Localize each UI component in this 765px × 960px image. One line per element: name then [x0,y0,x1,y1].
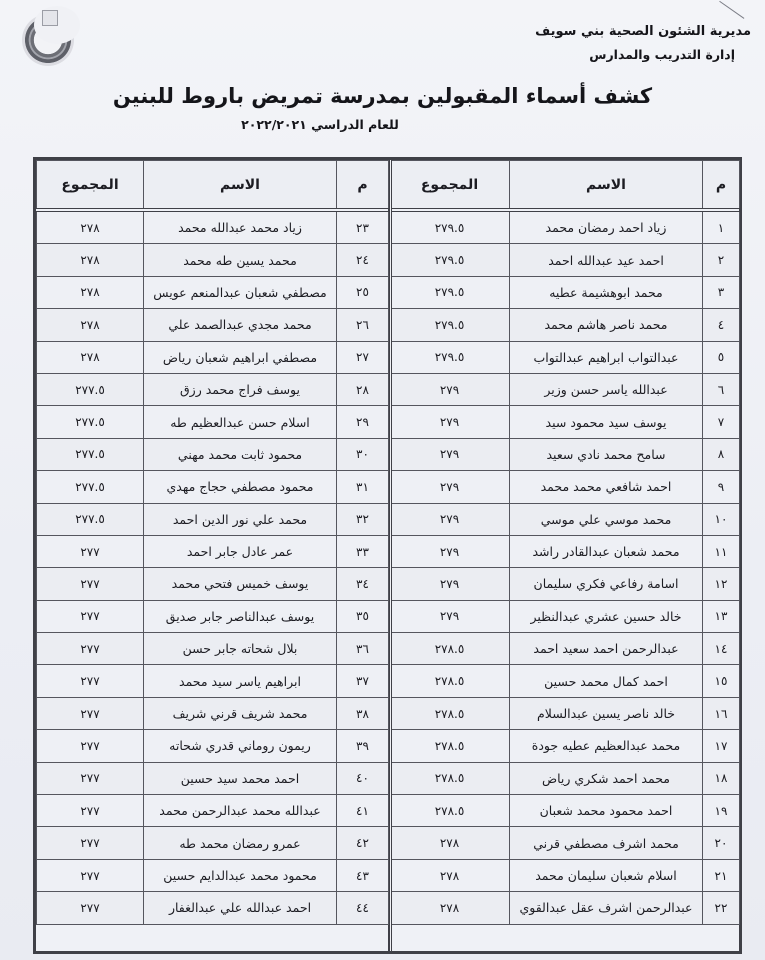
student-total: ٢٧٨.٥ [390,697,510,729]
student-name: سامح محمد نادي سعيد [510,438,703,470]
table-row [37,535,389,567]
table-row [37,762,389,794]
table-row [390,600,740,632]
row-index: ١٣ [703,600,740,632]
row-index: ١٠ [703,503,740,535]
table-row [37,795,389,827]
column-header-total: المجموع [37,161,144,211]
row-index: ٣١ [337,471,389,503]
student-total: ٢٧٩.٥ [390,341,510,373]
table-left-half [36,160,388,951]
student-name: مصطفي شعبان عبدالمنعم عويس [144,276,337,308]
table-row [390,276,740,308]
row-index: ٣٩ [337,730,389,762]
student-name: محمد عبدالعظيم عطيه جودة [510,730,703,762]
student-total: ٢٧٩ [390,535,510,567]
row-index: ١٨ [703,762,740,794]
student-total: ٢٧٧ [37,730,144,762]
student-total: ٢٧٩.٥ [390,309,510,341]
student-total: ٢٧٨ [37,244,144,276]
row-index: ٢٦ [337,309,389,341]
student-total: ٢٧٧ [37,535,144,567]
table-row [37,892,389,924]
row-index: ٣٤ [337,568,389,600]
table-row [37,503,389,535]
table-row [390,503,740,535]
student-total: ٢٧٨ [390,892,510,924]
row-index: ٧ [703,406,740,438]
table-row [37,633,389,665]
table-row [390,244,740,276]
column-header-name: الاسم [144,161,337,211]
table-row [37,600,389,632]
student-total: ٢٧٨ [37,276,144,308]
table-row [390,210,740,244]
table-row [37,276,389,308]
row-index: ١١ [703,535,740,567]
student-name: محمد ناصر هاشم محمد [510,309,703,341]
table-row [390,697,740,729]
row-index: ٣ [703,276,740,308]
student-name: محمود ثابت محمد مهني [144,438,337,470]
student-total: ٢٧٧.٥ [37,373,144,405]
student-total: ٢٧٩ [390,373,510,405]
student-total: ٢٧٧ [37,600,144,632]
page-corner-fold [719,0,757,19]
table-row [37,341,389,373]
table-row [37,373,389,405]
student-name: محمد شعبان عبدالقادر راشد [510,535,703,567]
student-name: يوسف فراج محمد رزق [144,373,337,405]
student-total: ٢٧٧.٥ [37,503,144,535]
row-index: ٤٤ [337,892,389,924]
student-name: زياد احمد رمضان محمد [510,210,703,244]
table-row [37,471,389,503]
row-index: ٩ [703,471,740,503]
table-row [390,309,740,341]
table-right-half [389,160,739,951]
table-row [390,438,740,470]
row-index: ١ [703,210,740,244]
table-row [390,859,740,891]
student-name: عبدالله محمد عبدالرحمن محمد [144,795,337,827]
row-index: ٢ [703,244,740,276]
table-row [390,762,740,794]
row-index: ١٩ [703,795,740,827]
student-name: احمد محمد سيد حسين [144,762,337,794]
table-header-row [37,161,389,211]
student-total: ٢٧٨.٥ [390,795,510,827]
student-name: محمد شريف قرني شريف [144,697,337,729]
student-total: ٢٧٨.٥ [390,665,510,697]
student-name: يوسف خميس فتحي محمد [144,568,337,600]
row-index: ٣٥ [337,600,389,632]
student-name: عمر عادل جابر احمد [144,535,337,567]
student-name: مصطفي ابراهيم شعبان رياض [144,341,337,373]
student-total: ٢٧٧ [37,762,144,794]
row-index: ٢٩ [337,406,389,438]
student-name: محمود محمد عبدالدايم حسين [144,859,337,891]
student-total: ٢٧٧ [37,665,144,697]
student-name: عبدالرحمن اشرف عقل عبدالقوي [510,892,703,924]
row-index: ٢٤ [337,244,389,276]
student-total: ٢٧٩.٥ [390,244,510,276]
row-index: ١٤ [703,633,740,665]
table-row [390,795,740,827]
table-row [390,406,740,438]
student-name: بلال شحاته جابر حسن [144,633,337,665]
row-index: ٣٢ [337,503,389,535]
student-total: ٢٧٧ [37,795,144,827]
row-index: ١٥ [703,665,740,697]
student-total: ٢٧٨.٥ [390,730,510,762]
student-name: محمد ابوهشيمة عطيه [510,276,703,308]
student-total: ٢٧٨ [37,210,144,244]
student-name: احمد محمود محمد شعبان [510,795,703,827]
row-index: ٢٠ [703,827,740,859]
student-name: احمد عيد عبدالله احمد [510,244,703,276]
row-index: ٣٨ [337,697,389,729]
column-header-total: المجموع [390,161,510,211]
student-total: ٢٧٧ [37,633,144,665]
table-row [390,633,740,665]
student-total: ٢٧٩ [390,503,510,535]
student-name: عمرو رمضان محمد طه [144,827,337,859]
row-index: ٤ [703,309,740,341]
table-row [37,697,389,729]
table-row [37,568,389,600]
table-row [390,827,740,859]
student-name: عبدالرحمن احمد سعيد احمد [510,633,703,665]
column-header-index: م [703,161,740,211]
row-index: ٨ [703,438,740,470]
row-index: ٢٢ [703,892,740,924]
row-index: ١٢ [703,568,740,600]
students-table-1-22 [389,160,740,925]
column-header-index: م [337,161,389,211]
logo-building-mark-icon [42,10,58,26]
row-index: ٤٠ [337,762,389,794]
student-name: احمد عبدالله علي عبدالغفار [144,892,337,924]
student-name: يوسف عبدالناصر جابر صديق [144,600,337,632]
student-total: ٢٧٨.٥ [390,762,510,794]
student-total: ٢٧٧ [37,892,144,924]
table-header-row [390,161,740,211]
table-row [390,373,740,405]
student-total: ٢٧٩ [390,406,510,438]
directorate-name: مديرية الشئون الصحية بني سويف [535,24,751,39]
table-row [37,210,389,244]
row-index: ٢٨ [337,373,389,405]
student-name: عبدالتواب ابراهيم عبدالتواب [510,341,703,373]
academic-year: للعام الدراسي ٢٠٢٢/٢٠٢١ [241,117,399,132]
student-total: ٢٧٧.٥ [37,471,144,503]
row-index: ٤٢ [337,827,389,859]
row-index: ٥ [703,341,740,373]
row-index: ٢٥ [337,276,389,308]
student-name: يوسف سيد محمود سيد [510,406,703,438]
table-row [390,665,740,697]
table-row [37,827,389,859]
table-row [37,665,389,697]
student-name: خالد ناصر يسين عبدالسلام [510,697,703,729]
student-total: ٢٧٧ [37,827,144,859]
student-name: اسامة رفاعي فكري سليمان [510,568,703,600]
student-name: محمود مصطفي حجاج مهدي [144,471,337,503]
table-row [37,309,389,341]
student-total: ٢٧٨ [37,341,144,373]
student-name: احمد كمال محمد حسين [510,665,703,697]
student-total: ٢٧٧ [37,568,144,600]
accepted-students-table [33,157,742,954]
student-total: ٢٧٩.٥ [390,276,510,308]
column-header-name: الاسم [510,161,703,211]
student-name: عبدالله ياسر حسن وزير [510,373,703,405]
student-total: ٢٧٩ [390,471,510,503]
table-row [390,892,740,924]
row-index: ٦ [703,373,740,405]
student-name: محمد مجدي عبدالصمد علي [144,309,337,341]
student-name: محمد اشرف مصطفي قرني [510,827,703,859]
student-total: ٢٧٨ [390,859,510,891]
student-name: خالد حسين عشري عبدالنظير [510,600,703,632]
student-total: ٢٧٨ [390,827,510,859]
row-index: ٤٣ [337,859,389,891]
row-index: ١٦ [703,697,740,729]
row-index: ٣٠ [337,438,389,470]
student-total: ٢٧٨ [37,309,144,341]
table-row [390,730,740,762]
student-name: اسلام شعبان سليمان محمد [510,859,703,891]
table-row [390,535,740,567]
table-row [390,568,740,600]
table-row [390,341,740,373]
table-row [37,438,389,470]
row-index: ٣٧ [337,665,389,697]
department-name: إدارة التدريب والمدارس [589,47,735,62]
row-index: ٢١ [703,859,740,891]
student-total: ٢٧٩.٥ [390,210,510,244]
student-total: ٢٧٧.٥ [37,406,144,438]
student-name: محمد احمد شكري رياض [510,762,703,794]
row-index: ٤١ [337,795,389,827]
table-row [390,471,740,503]
row-index: ٢٧ [337,341,389,373]
table-row [37,730,389,762]
student-name: ريمون روماني قدري شحاته [144,730,337,762]
student-name: محمد موسي علي موسي [510,503,703,535]
student-total: ٢٧٧ [37,859,144,891]
page-title: كشف أسماء المقبولين بمدرسة تمريض باروط للبنين [112,84,653,108]
student-total: ٢٧٩ [390,568,510,600]
student-total: ٢٧٧.٥ [37,438,144,470]
table-row [37,406,389,438]
student-total: ٢٧٧ [37,697,144,729]
row-index: ٣٣ [337,535,389,567]
student-name: ابراهيم ياسر سيد محمد [144,665,337,697]
student-total: ٢٧٨.٥ [390,633,510,665]
student-name: زياد محمد عبدالله محمد [144,210,337,244]
students-table-23-44 [36,160,389,925]
student-total: ٢٧٩ [390,438,510,470]
row-index: ١٧ [703,730,740,762]
student-name: احمد شافعي محمد محمد [510,471,703,503]
student-name: اسلام حسن عبدالعظيم طه [144,406,337,438]
student-name: محمد يسين طه محمد [144,244,337,276]
student-total: ٢٧٩ [390,600,510,632]
table-row [37,244,389,276]
student-name: محمد علي نور الدين احمد [144,503,337,535]
table-row [37,859,389,891]
row-index: ٣٦ [337,633,389,665]
row-index: ٢٣ [337,210,389,244]
